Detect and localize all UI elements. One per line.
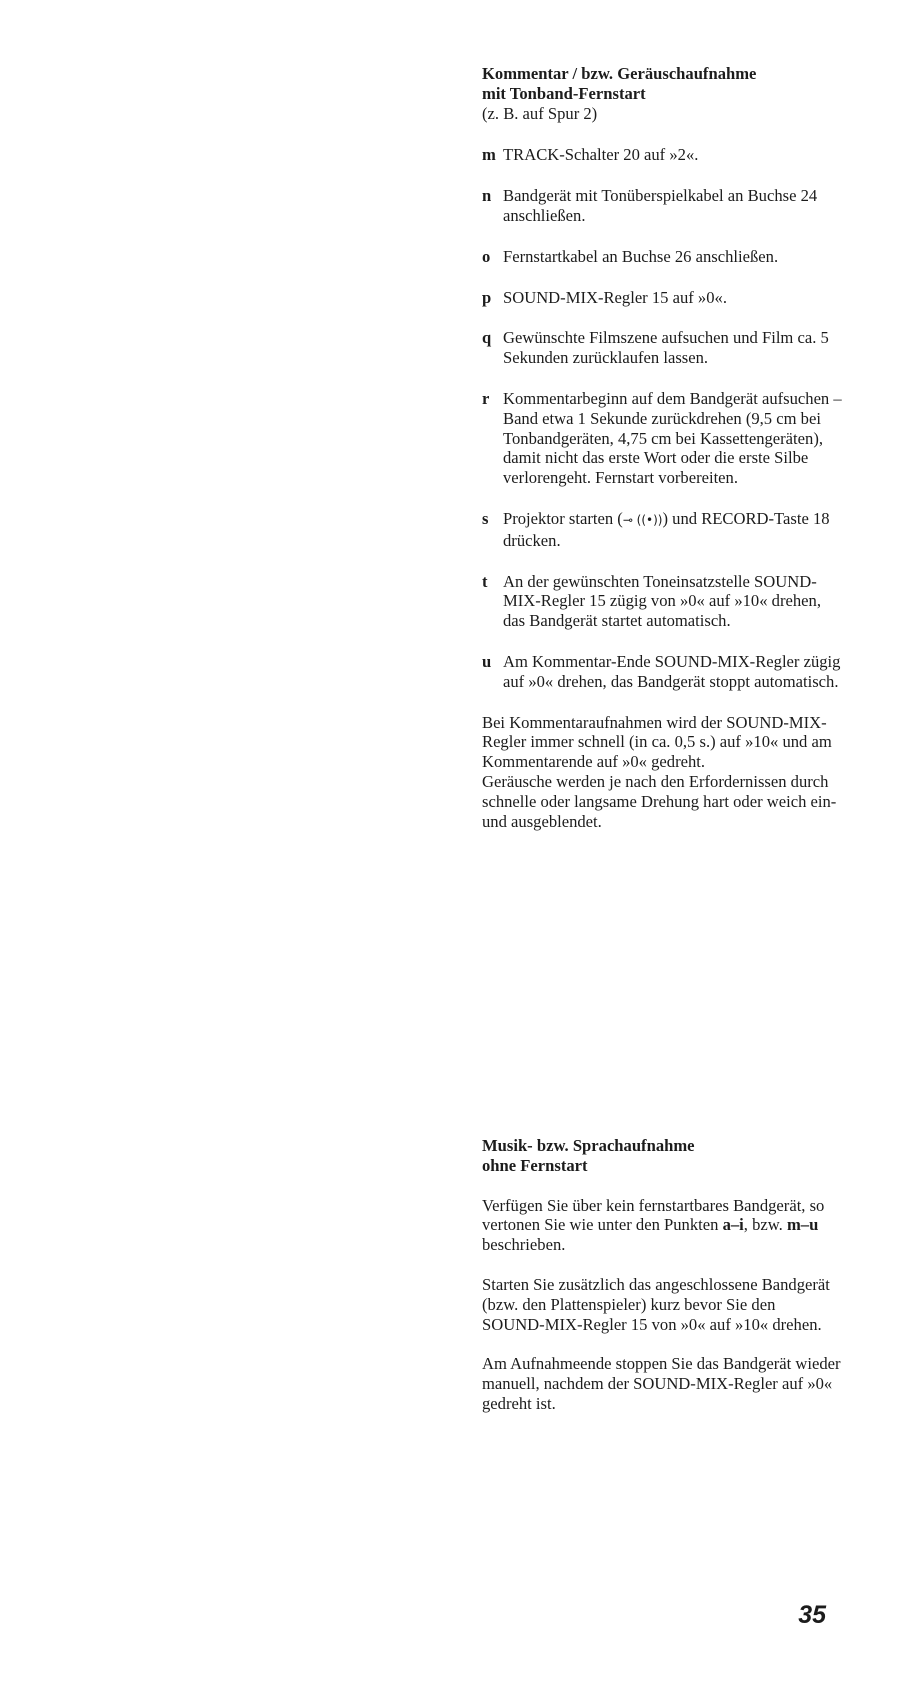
step-text: Bandgerät mit Tonüberspielkabel an Buchse 24 anschließen. — [503, 186, 818, 225]
paragraph-text: , bzw. — [743, 1215, 787, 1235]
step-q — [482, 328, 842, 368]
step-text: Am Kommentar-Ende SOUND-MIX-Regler zügig auf »0« drehen, das Bandgerät stoppt automatisch. — [503, 651, 841, 691]
section-title-line1: Musik- bzw. Sprachaufnahme — [482, 1136, 695, 1155]
step-text: Fernstartkabel an Buchse 26 anschließen. — [503, 246, 779, 266]
step-letter: t — [482, 571, 488, 591]
step-text: SOUND-MIX-Regler 15 auf »0«. — [503, 287, 727, 307]
note-commentary: Bei Kommentaraufnahmen wird der SOUND-MIX-Regler immer schnell (in ca. 0,5 s.) auf »10« und am Kommentarende auf »0« gedreht. — [482, 712, 832, 772]
section-title-line2: mit Tonband-Fernstart — [482, 83, 646, 103]
section-title — [482, 1136, 842, 1176]
step-text: Kommentarbeginn auf dem Bandgerät aufsuchen – Band etwa 1 Sekunde zurückdrehen (9,5 cm bei Tonbandgeräten, 4,75 cm bei Kassettengeräten), damit nicht das erste Wort oder die erste Silbe verlorengeht. Fernstart vorbereiten. — [503, 388, 842, 488]
step-text: Gewünschte Filmszene aufsuchen und Film ca. 5 Sekunden zurücklaufen lassen. — [503, 328, 829, 368]
page-number: 35 — [798, 1601, 826, 1629]
steps-list — [482, 145, 842, 691]
projector-play-icon: ⊸ ((•)) — [622, 512, 663, 527]
step-n — [482, 186, 842, 226]
step-m — [482, 145, 842, 165]
section-remote-start — [482, 64, 842, 831]
step-letter: r — [482, 388, 490, 408]
paragraph-2: Starten Sie zusätzlich das angeschlossene Bandgerät (bzw. den Plattenspieler) kurz bevor Sie den SOUND-MIX-Regler 15 von »0« auf »10« drehen. — [482, 1274, 830, 1334]
step-text-after: ) und RECORD-Taste 18 drücken. — [503, 508, 830, 550]
section-subtitle: (z. B. auf Spur 2) — [482, 103, 598, 123]
step-r — [482, 389, 842, 488]
note-sounds: Geräusche werden je nach den Erfordernissen durch schnelle oder langsame Drehung hart oder weich ein- und ausgeblendet. — [482, 771, 837, 831]
step-s — [482, 509, 842, 551]
step-text: TRACK-Schalter 20 auf »2«. — [503, 145, 699, 165]
step-o — [482, 247, 842, 267]
step-letter: n — [482, 186, 492, 206]
paragraph-1 — [482, 1196, 842, 1255]
section-title — [482, 64, 842, 104]
step-range-m-u: m–u — [786, 1215, 819, 1235]
section-title-line2: ohne Fernstart — [482, 1155, 588, 1175]
step-t — [482, 572, 842, 631]
step-letter: s — [482, 508, 489, 528]
step-text-before: Projektor starten ( — [503, 508, 623, 528]
paragraph-3: Am Aufnahmeende stoppen Sie das Bandgerät wieder manuell, nachdem der SOUND-MIX-Regler auf »0« gedreht ist. — [482, 1354, 841, 1413]
step-p — [482, 288, 842, 308]
step-text — [503, 509, 842, 551]
step-range-a-i: a–i — [722, 1215, 744, 1235]
section-title-line1: Kommentar / bzw. Geräuschaufnahme — [482, 64, 757, 83]
step-letter: p — [482, 287, 492, 307]
step-letter: q — [482, 328, 492, 348]
paragraph-text: beschrieben. — [482, 1235, 566, 1255]
step-letter: u — [482, 651, 492, 671]
step-u — [482, 652, 842, 692]
step-text: An der gewünschten Toneinsatzstelle SOUND-MIX-Regler 15 zügig von »0« auf »10« drehen, das Bandgerät startet automatisch. — [503, 571, 821, 631]
paragraph-text: Verfügen Sie über kein fernstartbares Bandgerät, so vertonen Sie wie unter den Punkten — [482, 1195, 825, 1235]
step-letter: o — [482, 246, 491, 266]
section-no-remote-start — [482, 1136, 842, 1414]
step-letter: m — [482, 145, 496, 165]
